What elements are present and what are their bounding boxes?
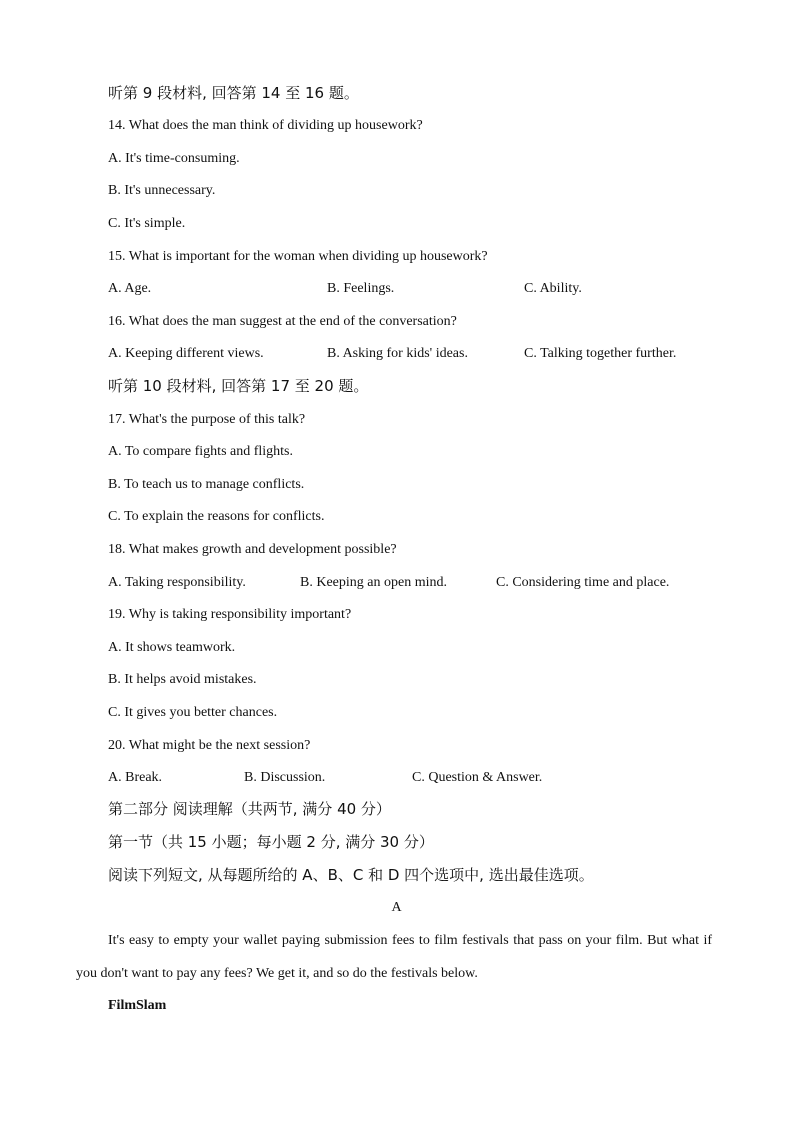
question-15-option-c: C. Ability.: [524, 281, 582, 296]
question-17-option-c: C. To explain the reasons for conflicts.: [108, 509, 325, 524]
question-20-option-a: A. Break.: [108, 770, 163, 785]
passage-subheading: FilmSlam: [108, 998, 167, 1013]
section-9-header: 听第 9 段材料, 回答第 14 至 16 题。: [108, 84, 359, 102]
reading-instruction: 阅读下列短文, 从每题所给的 A、B、C 和 D 四个选项中, 选出最佳选项。: [108, 866, 594, 884]
question-16-option-b: B. Asking for kids' ideas.: [327, 346, 468, 361]
question-20-stem: 20. What might be the next session?: [108, 738, 311, 753]
question-14-option-a: A. It's time-consuming.: [108, 151, 240, 166]
question-14-stem: 14. What does the man think of dividing up housework?: [108, 118, 423, 133]
question-18-option-b: B. Keeping an open mind.: [300, 575, 447, 590]
question-15-stem: 15. What is important for the woman when dividing up housework?: [108, 249, 488, 264]
section-10-header: 听第 10 段材料, 回答第 17 至 20 题。: [108, 377, 369, 395]
question-14-option-c: C. It's simple.: [108, 216, 186, 231]
question-17-option-b: B. To teach us to manage conflicts.: [108, 477, 305, 492]
section-1-header: 第一节（共 15 小题；每小题 2 分, 满分 30 分）: [108, 833, 434, 851]
question-20-option-b: B. Discussion.: [244, 770, 326, 785]
part-2-header: 第二部分 阅读理解（共两节, 满分 40 分）: [108, 800, 391, 818]
question-20-option-c: C. Question & Answer.: [412, 770, 543, 785]
question-14-option-b: B. It's unnecessary.: [108, 183, 216, 198]
question-16-option-a: A. Keeping different views.: [108, 346, 264, 361]
passage-paragraph: It's easy to empty your wallet paying submission fees to film festivals that pass on your film. But what if you don't want to pay any fees? We get it, and so do the festivals below.: [76, 933, 712, 981]
question-19-option-b: B. It helps avoid mistakes.: [108, 672, 257, 687]
question-18-option-a: A. Taking responsibility.: [108, 575, 246, 590]
passage-letter: A: [391, 900, 402, 915]
question-15-option-b: B. Feelings.: [327, 281, 395, 296]
question-16-stem: 16. What does the man suggest at the end of the conversation?: [108, 314, 457, 329]
question-19-option-a: A. It shows teamwork.: [108, 640, 236, 655]
question-17-option-a: A. To compare fights and flights.: [108, 444, 294, 459]
question-16-option-c: C. Talking together further.: [524, 346, 677, 361]
question-19-stem: 19. Why is taking responsibility important?: [108, 607, 352, 622]
question-17-stem: 17. What's the purpose of this talk?: [108, 412, 306, 427]
question-18-option-c: C. Considering time and place.: [496, 575, 670, 590]
question-15-option-a: A. Age.: [108, 281, 152, 296]
question-18-stem: 18. What makes growth and development possible?: [108, 542, 397, 557]
question-19-option-c: C. It gives you better chances.: [108, 705, 278, 720]
